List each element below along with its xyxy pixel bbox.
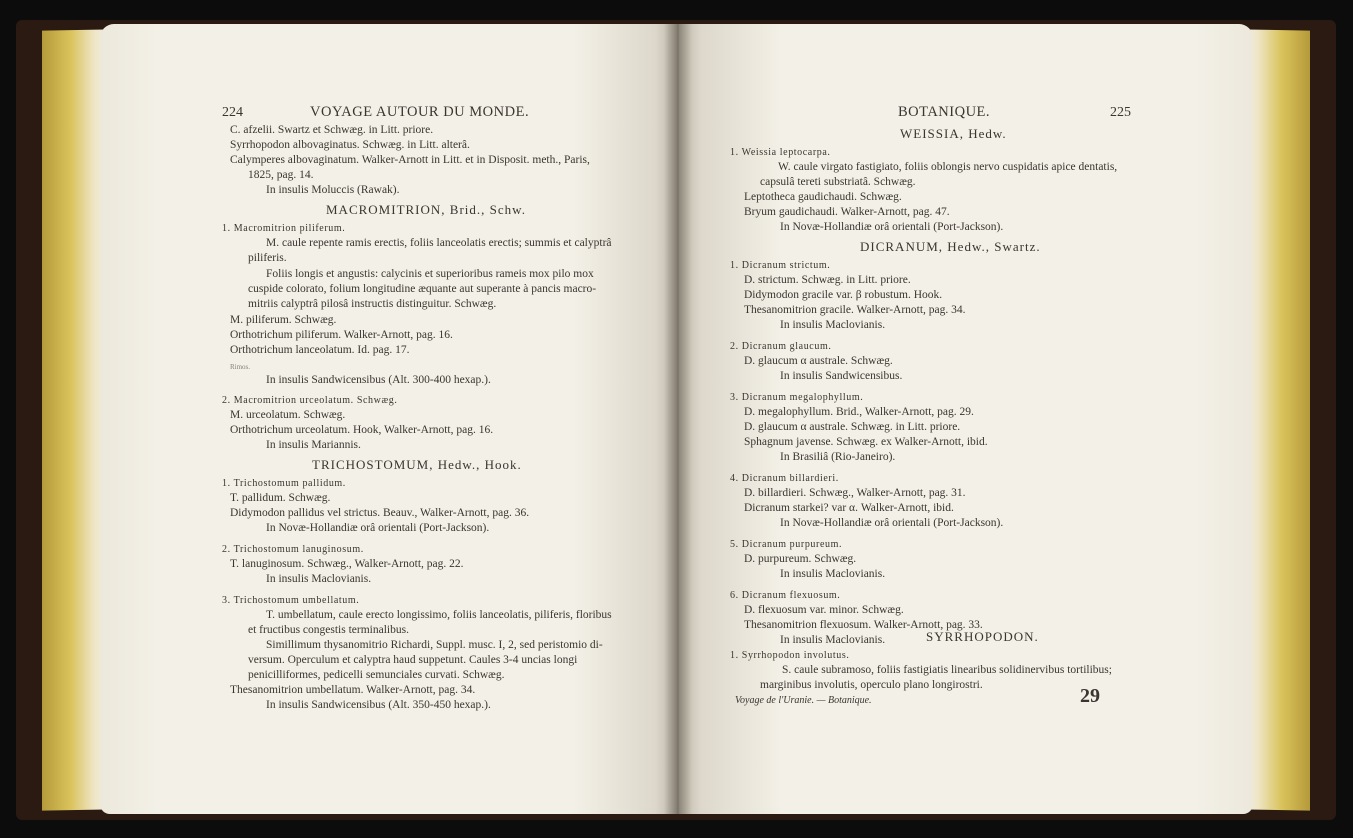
text-line: D. flexuosum var. minor. Schwæg. <box>744 604 904 616</box>
page-footer: Voyage de l'Uranie. — Botanique. <box>735 695 872 706</box>
species-heading: 1. Weissia leptocarpa. <box>730 147 831 158</box>
text-line: Didymodon pallidus vel strictus. Beauv., Walker-Arnott, pag. 36. <box>230 507 530 519</box>
text-line: D. glaucum α australe. Schwæg. in Litt. priore. <box>744 421 961 433</box>
species-heading: 4. Dicranum billardieri. <box>730 473 839 484</box>
text-line: S. caule subramoso, foliis fastigiatis linearibus solidinervibus tortilibus; <box>782 664 1112 676</box>
text-line: W. caule virgato fastigiato, foliis oblongis nervo cuspidatis apice dentatis, <box>778 161 1118 173</box>
genus-heading: SYRRHOPODON. <box>926 629 1039 644</box>
right-running-head: BOTANIQUE. <box>898 104 991 120</box>
species-heading: 6. Dicranum flexuosum. <box>730 590 841 601</box>
text-line: In insulis Maclovianis. <box>266 573 372 585</box>
book-gutter <box>664 24 692 814</box>
text-line: versum. Operculum et calyptra haud suppetunt. Caules 3-4 uncias longi <box>248 654 578 666</box>
text-line: In insulis Maclovianis. <box>780 568 886 580</box>
left-page-number: 224 <box>222 105 243 120</box>
text-line: Bryum gaudichaudi. Walker-Arnott, pag. 47. <box>744 206 950 218</box>
species-heading: 1. Macromitrion piliferum. <box>222 223 346 234</box>
text-line: T. pallidum. Schwæg. <box>230 492 331 504</box>
text-line: M. caule repente ramis erectis, foliis lanceolatis erectis; summis et calyptrâ <box>266 237 612 249</box>
text-line: Calymperes albovaginatum. Walker-Arnott in Litt. et in Disposit. meth., Paris, <box>230 154 590 166</box>
text-line: Thesanomitrion flexuosum. Walker-Arnott, pag. 33. <box>744 619 983 631</box>
genus-heading: TRICHOSTOMUM, Hedw., Hook. <box>312 457 522 472</box>
text-line: In Novæ-Hollandiæ orâ orientali (Port-Jackson). <box>780 517 1004 529</box>
text-line: In insulis Maclovianis. <box>780 634 886 646</box>
text-line: Orthotrichum urceolatum. Hook, Walker-Arnott, pag. 16. <box>230 424 494 436</box>
species-heading: 2. Dicranum glaucum. <box>730 341 832 352</box>
text-line: Sphagnum javense. Schwæg. ex Walker-Arnott, ibid. <box>744 436 988 448</box>
species-heading: 3. Dicranum megalophyllum. <box>730 392 864 403</box>
species-heading: 1. Syrrhopodon involutus. <box>730 650 850 661</box>
species-heading: 2. Macromitrion urceolatum. Schwæg. <box>222 395 398 406</box>
text-line: D. glaucum α australe. Schwæg. <box>744 355 893 367</box>
text-line: marginibus involutis, operculo plano longirostri. <box>760 679 983 691</box>
text-line: In insulis Sandwicensibus (Alt. 300-400 hexap.). <box>266 374 491 386</box>
signature-mark: 29 <box>1080 685 1100 707</box>
text-line: Dicranum starkei? var α. Walker-Arnott, ibid. <box>744 502 954 514</box>
text-line: Thesanomitrion umbellatum. Walker-Arnott, pag. 34. <box>230 684 476 696</box>
genus-heading: DICRANUM, Hedw., Swartz. <box>860 239 1041 254</box>
text-line: Orthotrichum piliferum. Walker-Arnott, pag. 16. <box>230 329 453 341</box>
text-line: In Novæ-Hollandiæ orâ orientali (Port-Jackson). <box>780 221 1004 233</box>
text-line: In Brasiliâ (Rio-Janeiro). <box>780 451 896 463</box>
right-page-number: 225 <box>1110 105 1131 120</box>
text-line: capsulâ tereti substriatâ. Schwæg. <box>760 176 916 188</box>
species-heading: 2. Trichostomum lanuginosum. <box>222 544 364 555</box>
text-line: penicilliformes, pedicelli semunciales curvati. Schwæg. <box>248 669 505 681</box>
text-line: Thesanomitrion gracile. Walker-Arnott, pag. 34. <box>744 304 966 316</box>
text-line: Rimos. <box>230 363 251 371</box>
species-heading: 3. Trichostomum umbellatum. <box>222 595 360 606</box>
species-heading: 1. Dicranum strictum. <box>730 260 831 271</box>
left-running-head: VOYAGE AUTOUR DU MONDE. <box>310 104 530 120</box>
text-line: In insulis Sandwicensibus (Alt. 350-450 hexap.). <box>266 699 491 711</box>
text-line: mitriis calyptrâ pilosâ instructis distinguitur. Schwæg. <box>248 298 497 310</box>
genus-heading: MACROMITRION, Brid., Schw. <box>326 202 526 217</box>
text-line: Simillimum thysanomitrio Richardi, Suppl. musc. I, 2, sed peristomio di- <box>266 639 603 651</box>
text-line: In insulis Mariannis. <box>266 439 361 451</box>
species-heading: 1. Trichostomum pallidum. <box>222 478 346 489</box>
text-line: In Novæ-Hollandiæ orâ orientali (Port-Jackson). <box>266 522 490 534</box>
text-line: 1825, pag. 14. <box>248 169 314 181</box>
text-line: cuspide colorato, folium longitudine æquante aut superante à pancis macro- <box>248 283 597 295</box>
text-line: In insulis Maclovianis. <box>780 319 886 331</box>
genus-heading: WEISSIA, Hedw. <box>900 126 1007 141</box>
text-line: Didymodon gracile var. β robustum. Hook. <box>744 289 943 301</box>
text-line: D. megalophyllum. Brid., Walker-Arnott, pag. 29. <box>744 406 974 418</box>
text-line: piliferis. <box>248 252 287 264</box>
text-line: C. afzelii. Swartz et Schwæg. in Litt. priore. <box>230 124 434 136</box>
species-heading: 5. Dicranum purpureum. <box>730 539 843 550</box>
text-line: Foliis longis et angustis: calycinis et superioribus rameis mox pilo mox <box>266 268 594 280</box>
text-line: M. piliferum. Schwæg. <box>230 314 337 326</box>
text-line: et fructibus congestis terminalibus. <box>248 624 409 636</box>
text-line: In insulis Moluccis (Rawak). <box>266 184 400 196</box>
text-line: T. umbellatum, caule erecto longissimo, foliis lanceolatis, piliferis, floribus <box>266 609 612 621</box>
text-line: M. urceolatum. Schwæg. <box>230 409 346 421</box>
text-line: T. lanuginosum. Schwæg., Walker-Arnott, pag. 22. <box>230 558 464 570</box>
text-line: Leptotheca gaudichaudi. Schwæg. <box>744 191 902 203</box>
text-line: Syrrhopodon albovaginatus. Schwæg. in Litt. alterâ. <box>230 139 470 151</box>
text-line: In insulis Sandwicensibus. <box>780 370 903 382</box>
text-line: Orthotrichum lanceolatum. Id. pag. 17. <box>230 344 410 356</box>
text-line: D. billardieri. Schwæg., Walker-Arnott, pag. 31. <box>744 487 966 499</box>
text-line: D. strictum. Schwæg. in Litt. priore. <box>744 274 911 286</box>
text-line: D. purpureum. Schwæg. <box>744 553 857 565</box>
